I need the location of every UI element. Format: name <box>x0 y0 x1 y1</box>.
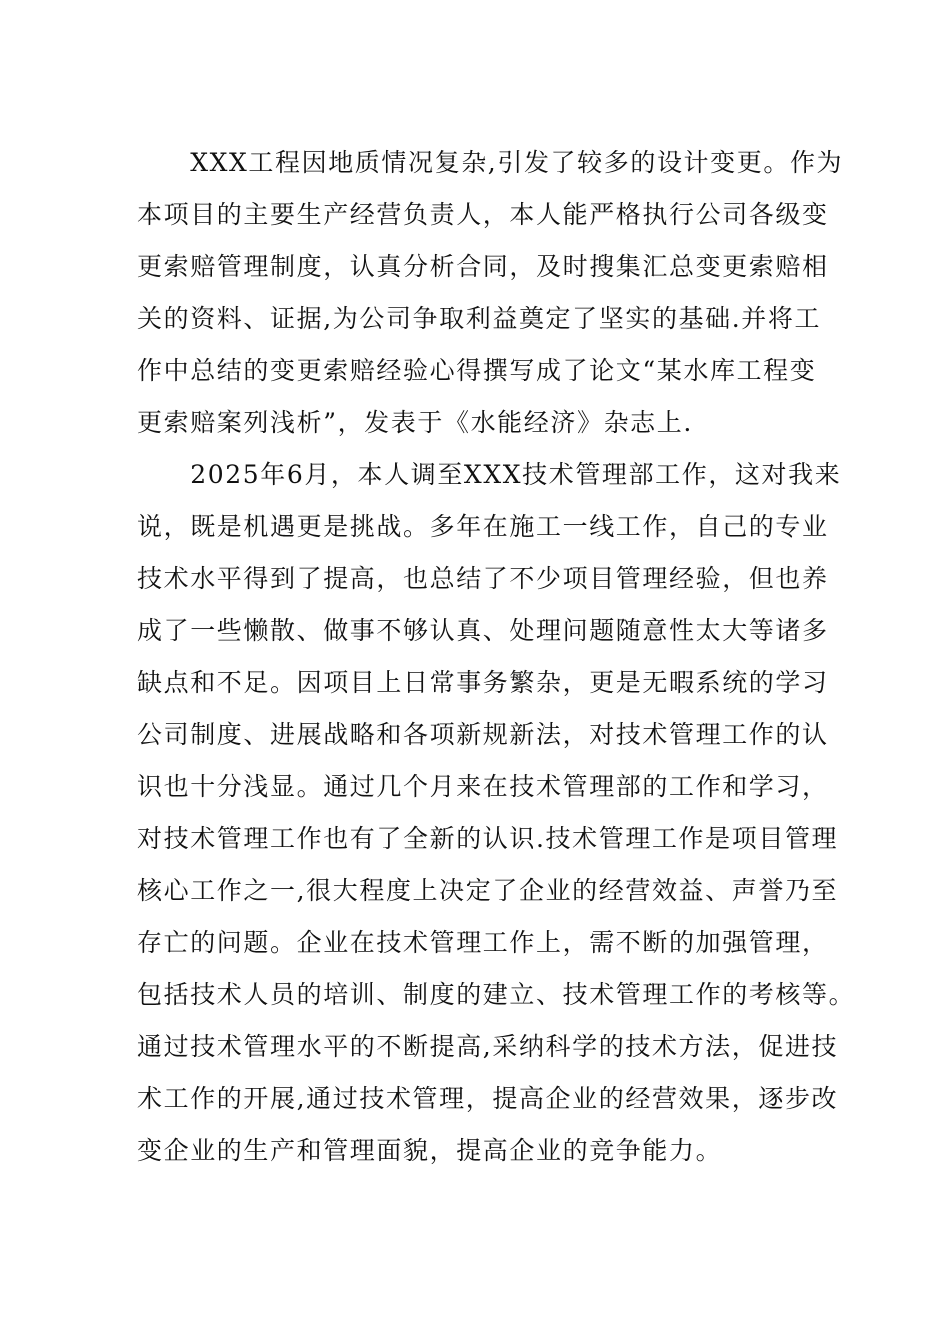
text-line: 本项目的主要生产经营负责人，本人能严格执行公司各级变 <box>137 200 829 229</box>
text-line: 更索赔管理制度，认真分析合同，及时搜集汇总变更索赔相 <box>137 252 829 281</box>
text-line: XXX工程因地质情况复杂,引发了较多的设计变更。作为 <box>137 148 844 177</box>
text-line: 2025年6月，本人调至XXX技术管理部工作，这对我来 <box>137 460 842 489</box>
text-line: 对技术管理工作也有了全新的认识.技术管理工作是项目管理 <box>137 824 839 853</box>
text-line: 存亡的问题。企业在技术管理工作上，需不断的加强管理， <box>137 928 829 957</box>
text-line: 通过技术管理水平的不断提高,采纳科学的技术方法，促进技 <box>137 1032 839 1061</box>
paragraph-variation-claims <box>137 144 844 456</box>
text-line: 成了一些懒散、做事不够认真、处理问题随意性太大等诸多 <box>137 616 829 645</box>
text-line: 识也十分浅显。通过几个月来在技术管理部的工作和学习， <box>137 772 829 801</box>
text-line: 技术水平得到了提高，也总结了不少项目管理经验，但也养 <box>137 564 829 593</box>
text-line: 说，既是机遇更是挑战。多年在施工一线工作，自己的专业 <box>137 512 829 541</box>
text-line: 核心工作之一,很大程度上决定了企业的经营效益、声誉乃至 <box>137 876 839 905</box>
text-line: 作中总结的变更索赔经验心得撰写成了论文“某水库工程变 <box>137 356 817 385</box>
text-line: 更索赔案列浅析”，发表于《水能经济》杂志上. <box>137 408 693 437</box>
text-line: 术工作的开展,通过技术管理，提高企业的经营效果，逐步改 <box>137 1084 839 1113</box>
text-line: 变企业的生产和管理面貌，提高企业的竞争能力。 <box>137 1136 723 1165</box>
paragraph-technical-management <box>137 456 856 1184</box>
text-line: 公司制度、进展战略和各项新规新法，对技术管理工作的认 <box>137 720 829 749</box>
text-line: 关的资料、证据,为公司争取利益奠定了坚实的基础.并将工 <box>137 304 822 333</box>
text-line: 缺点和不足。因项目上日常事务繁杂，更是无暇系统的学习 <box>137 668 829 697</box>
text-line: 包括技术人员的培训、制度的建立、技术管理工作的考核等。 <box>137 980 856 1009</box>
